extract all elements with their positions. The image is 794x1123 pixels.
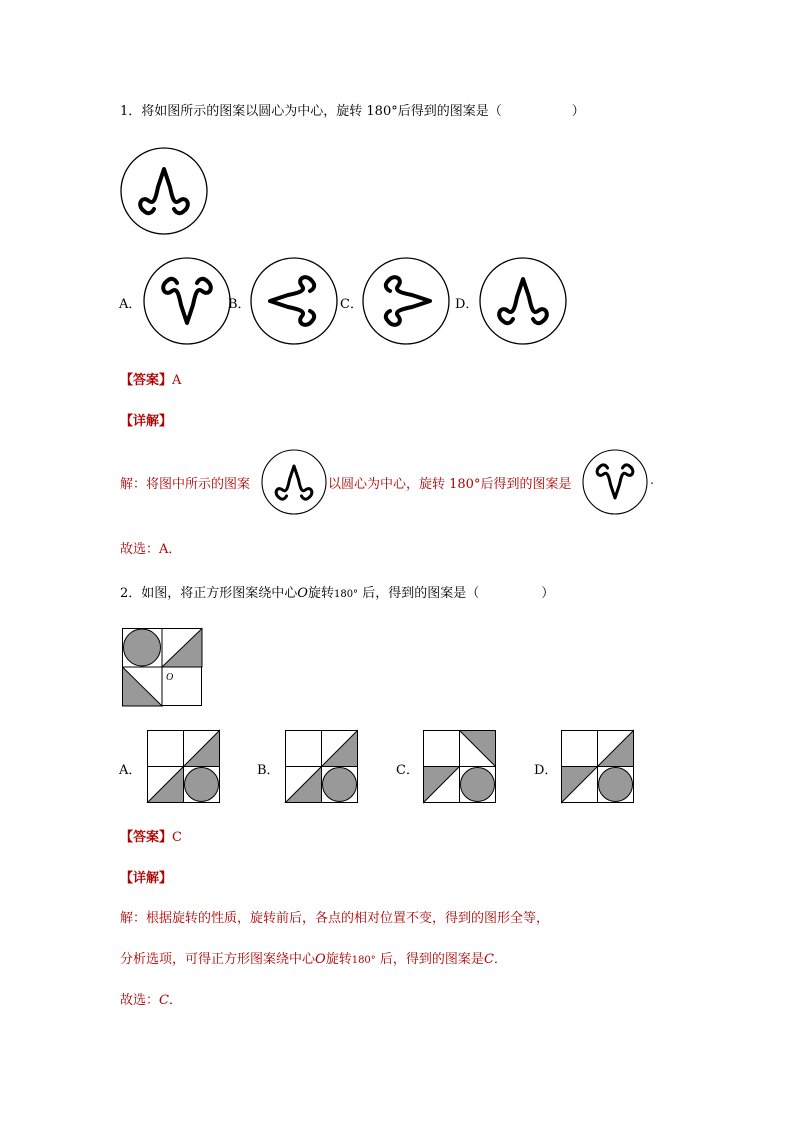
q1-option-d-label: D． bbox=[455, 297, 479, 312]
q2-text-b: 旋转 bbox=[307, 586, 334, 601]
q2-select bbox=[120, 989, 182, 1008]
q2-option-a-label: A． bbox=[119, 763, 142, 778]
q1-option-b-figure[interactable] bbox=[250, 257, 338, 345]
q2-sol-line1: 解：根据旋转的性质，旋转前后，各点的相对位置不变，得到的图形全等， bbox=[120, 911, 550, 926]
q2-select-ans: C bbox=[159, 993, 169, 1008]
q2-option-d-figure[interactable] bbox=[561, 730, 634, 803]
q1-option-c-figure[interactable] bbox=[362, 257, 450, 345]
q2-sol-line2-c: 后，得到的图案是 bbox=[375, 952, 484, 967]
q2-close: ） bbox=[541, 586, 555, 601]
q2-option-c-figure[interactable] bbox=[423, 730, 496, 803]
q1-option-d-figure[interactable] bbox=[479, 257, 567, 345]
q2-option-c-label: C． bbox=[396, 763, 419, 778]
q1-sol-part1: 解：将图中所示的图案 bbox=[120, 477, 251, 492]
q1-answer-label: 【答案】 bbox=[120, 373, 173, 388]
q2-sol-line2-a: 分析选项，可得正方形图案绕中心 bbox=[120, 952, 316, 967]
q2-detail-label: 【详解】 bbox=[120, 871, 173, 886]
q2-stem bbox=[120, 582, 554, 601]
q1-option-b-label: B． bbox=[228, 297, 251, 312]
q1-stem bbox=[120, 100, 585, 119]
q1-option-a-label: A． bbox=[119, 297, 142, 312]
q1-sol-part2: 以圆心为中心，旋转 180°后得到的图案是 bbox=[328, 477, 572, 492]
q2-center-label: O bbox=[166, 672, 174, 683]
q2-option-b-figure[interactable] bbox=[285, 730, 358, 803]
q2-sol-line2-ans: C bbox=[483, 952, 494, 967]
q2-sol-line2 bbox=[120, 948, 507, 967]
q2-select-end: ． bbox=[168, 993, 182, 1008]
q2-answer-value: C bbox=[172, 830, 182, 845]
q2-answer-label: 【答案】 bbox=[120, 830, 173, 845]
q1-answer bbox=[120, 369, 181, 388]
q1-sol-result-figure bbox=[582, 449, 648, 515]
q2-sol-line2-deg: 180° bbox=[351, 955, 376, 966]
q2-option-a-figure[interactable] bbox=[147, 730, 220, 803]
q2-option-d-label: D． bbox=[534, 763, 558, 778]
q1-option-a-figure[interactable] bbox=[143, 257, 231, 345]
q1-option-c-label: C． bbox=[340, 297, 363, 312]
q1-original-figure bbox=[120, 147, 208, 235]
q2-original-figure bbox=[122, 628, 202, 706]
q1-text: 1．将如图所示的图案以圆心为中心，旋转 180°后得到的图案是（ bbox=[120, 104, 502, 119]
q2-center-o: O bbox=[297, 586, 308, 601]
q2-answer bbox=[120, 826, 182, 845]
q1-answer-value: A bbox=[172, 373, 182, 388]
q2-text-c: 后，得到的图案是（ bbox=[358, 586, 480, 601]
q1-sol-end: . bbox=[650, 473, 655, 488]
q1-sol-original-figure bbox=[261, 449, 327, 515]
q2-sol-line2-b: 旋转 bbox=[325, 952, 352, 967]
q2-select-a: 故选： bbox=[120, 993, 160, 1008]
q1-select: 故选：A． bbox=[120, 542, 182, 557]
q1-detail-label: 【详解】 bbox=[120, 414, 173, 429]
q2-option-b-label: B． bbox=[257, 763, 280, 778]
q2-text-a: 2．如图，将正方形图案绕中心 bbox=[120, 586, 298, 601]
q2-degree: 180° bbox=[333, 589, 359, 600]
q2-sol-line2-o: O bbox=[315, 952, 326, 967]
q1-close: ） bbox=[571, 104, 585, 119]
q2-sol-line2-end: ． bbox=[493, 952, 507, 967]
